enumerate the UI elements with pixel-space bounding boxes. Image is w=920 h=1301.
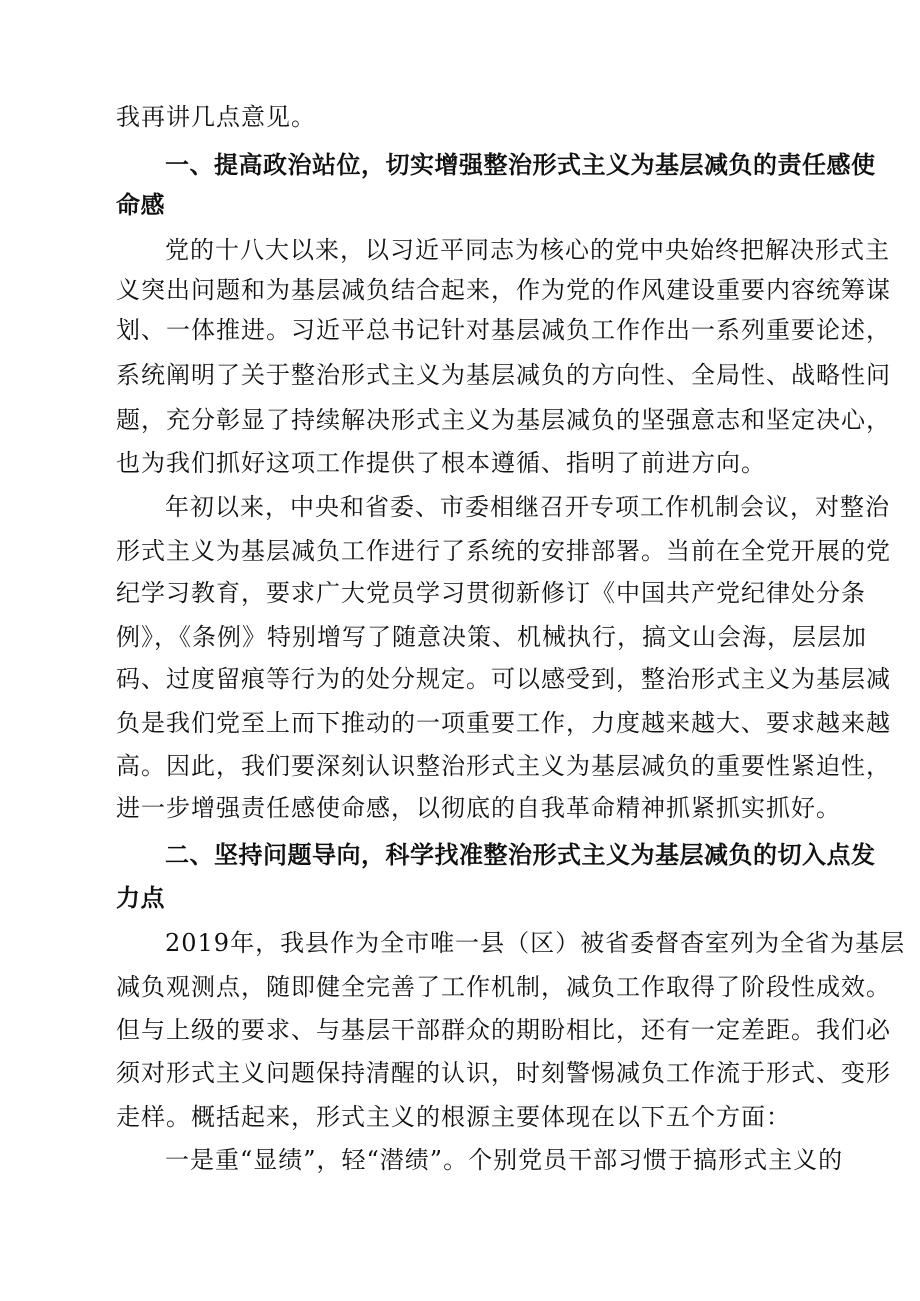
section-heading-2-cont: 力点 [116,884,165,912]
paragraph-line: 也为我们抓好这项工作提供了根本遵循、指明了前进方向。 [116,449,766,477]
paragraph-line: 义突出问题和为基层减负结合起来，作为党的作风建设重要内容统筹谋 [116,276,891,304]
paragraph-line: 高。因此，我们要深刻认识整治形式主义为基层减负的重要性紧迫性， [116,752,891,780]
section-heading-1: 一、提高政治站位，切实增强整治形式主义为基层减负的责任感使 [165,151,876,179]
paragraph-line: 一是重“显绩”，轻“潜绩”。个别党员干部习惯于搞形式主义的 [165,1146,844,1174]
paragraph-line: 但与上级的要求、与基层干部群众的期盼相比，还有一定差距。我们必 [116,1016,891,1044]
paragraph-line: 减负观测点，随即健全完善了工作机制，减负工作取得了阶段性成效。 [116,973,891,1001]
paragraph-line: 党的十八大以来，以习近平同志为核心的党中央始终把解决形式主 [165,236,890,264]
paragraph-line: 须对形式主义问题保持清醒的认识，时刻警惕减负工作流于形式、变形 [116,1059,891,1087]
paragraph-line: 码、过度留痕等行为的处分规定。可以感受到，整治形式主义为基层减 [116,665,891,693]
paragraph-line: 进一步增强责任感使命感，以彻底的自我革命精神抓紧抓实抓好。 [116,794,841,822]
paragraph-line: 例》，《条例》特别增写了随意决策、机械执行，搞文山会海，层层加 [116,623,867,651]
paragraph-line: 年初以来，中央和省委、市委相继召开专项工作机制会议，对整治 [165,493,890,521]
paragraph-line: 2019年，我县作为全市唯一县（区）被省委督杳室列为全省为基层 [165,929,906,957]
paragraph-line: 系统阐明了关于整治形式主义为基层减负的方向性、全局性、战略性问 [116,361,891,389]
paragraph-line: 走样。概括起来，形式主义的根源主要体现在以下五个方面： [116,1103,791,1131]
intro-line: 我再讲几点意见。 [116,103,316,131]
paragraph-line: 负是我们党至上而下推动的一项重要工作，力度越来越大、要求越来越 [116,709,891,737]
section-heading-1-cont: 命感 [116,191,165,219]
paragraph-line: 形式主义为基层减负工作进行了系统的安排部署。当前在全党开展的党 [116,537,891,565]
paragraph-line: 题，充分彰显了持续解决形式主义为基层减负的坚强意志和坚定决心， [116,406,891,434]
paragraph-line: 纪学习教育，要求广大党员学习贯彻新修订《中国共产党纪律处分条 [116,579,866,607]
section-heading-2: 二、坚持问题导向，科学找准整治形式主义为基层减负的切入点发 [165,841,876,869]
paragraph-line: 划、一体推进。习近平总书记针对基层减负工作作出一系列重要论述， [116,316,891,344]
